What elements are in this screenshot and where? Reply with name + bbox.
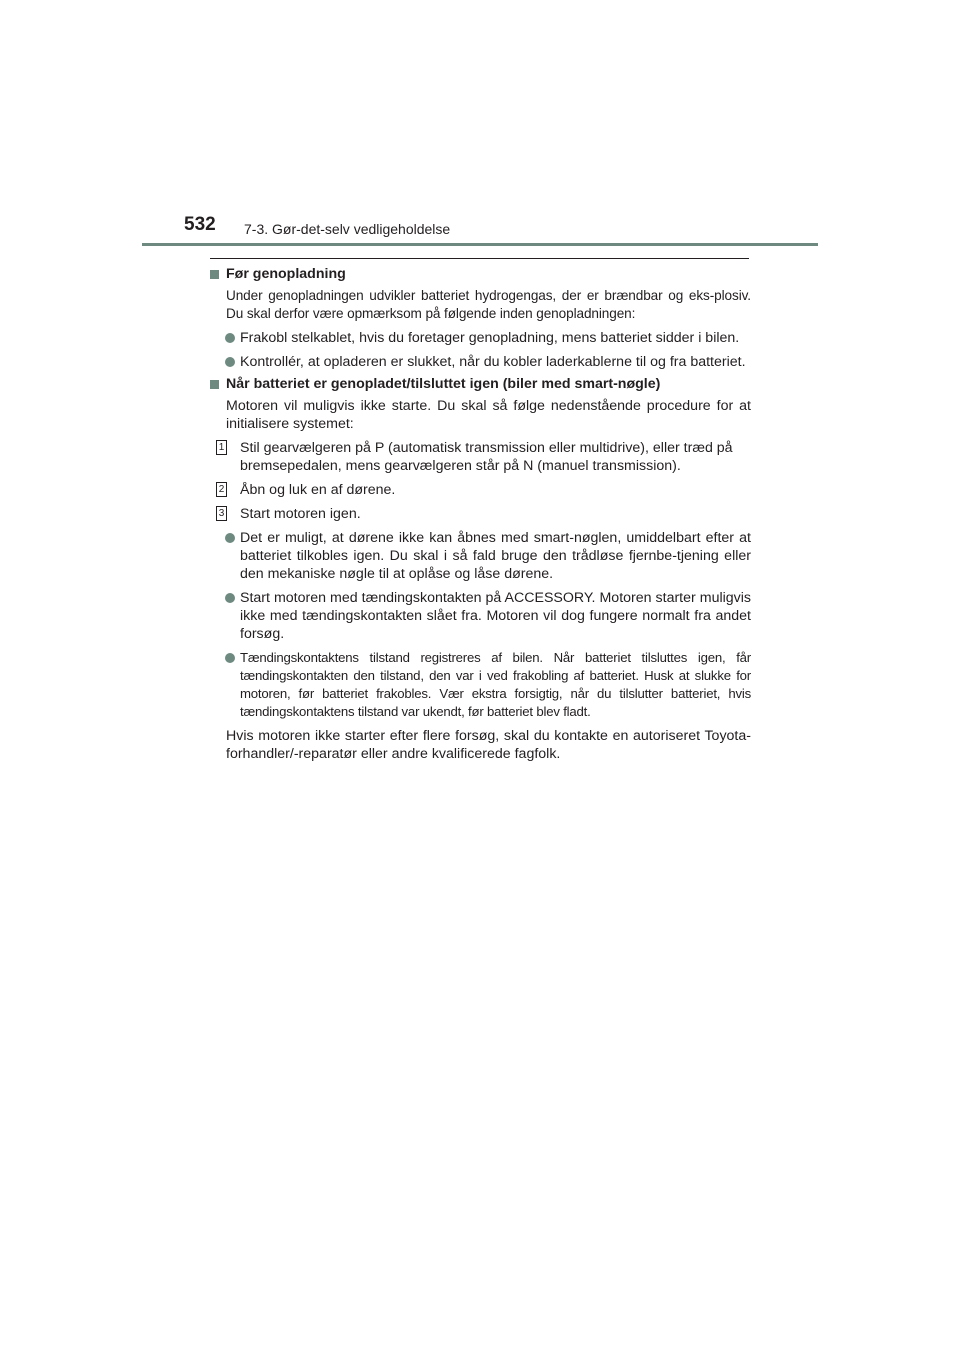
list-item	[210, 353, 751, 371]
list-item-text: Tændingskontaktens tilstand registreres af bilen. Når batteriet tilsluttes igen, får tændingskontakten den tilstand, den var i ved frakobling af batteriet. Husk at slukke for motoren, før batteriet frakobles. Vær ekstra forsigtig, når du tilslutter batteriet, hvis tændingskontaktens tilstand var ukendt, før batteriet blev fladt.	[240, 650, 751, 719]
section-title: 7-3. Gør-det-selv vedligeholdelse	[244, 221, 451, 237]
header-rule	[142, 243, 818, 246]
step-item	[210, 505, 751, 523]
list-item	[210, 649, 751, 721]
list-item-text: Frakobl stelkablet, hvis du foretager genopladning, mens batteriet sidder i bilen.	[240, 330, 740, 346]
section-heading	[210, 265, 751, 283]
step-item	[210, 481, 751, 499]
step-item	[210, 439, 751, 475]
list-item	[210, 529, 751, 583]
list-item-text: Kontrollér, at opladeren er slukket, når du kobler laderkablerne til og fra batteriet.	[240, 354, 746, 370]
page-number: 532	[184, 214, 216, 235]
section-heading-text: Før genopladning	[226, 266, 346, 282]
circle-bullet-icon	[225, 357, 235, 367]
section-heading-text: Når batteriet er genopladet/tilsluttet igen (biler med smart-nøgle)	[226, 376, 661, 392]
square-bullet-icon	[210, 270, 219, 279]
section-intro: Under genopladningen udvikler batteriet hydrogengas, der er brændbar og eks-plosiv. Du skal derfor være opmærksom på følgende inden genopladningen:	[226, 288, 751, 321]
closing-paragraph: Hvis motoren ikke starter efter flere forsøg, skal du kontakte en autoriseret Toyota-forhandler/-reparatør eller andre kvalificerede fagfolk.	[226, 728, 751, 762]
step-number-box: 1	[216, 440, 227, 455]
list-item	[210, 329, 751, 347]
step-number-box: 2	[216, 482, 227, 497]
list-item-text: Start motoren med tændingskontakten på ACCESSORY. Motoren starter muligvis ikke med tændingskontakten slået fra. Motoren vil dog fungere normalt fra andet forsøg.	[240, 590, 751, 642]
step-text: Stil gearvælgeren på P (automatisk transmission eller multidrive), eller træd på bremsepedalen, mens gearvælgeren står på N (manuel transmission).	[240, 440, 733, 474]
list-item-text: Det er muligt, at dørene ikke kan åbnes med smart-nøglen, umiddelbart efter at batteriet tilkobles igen. Du skal i så fald bruge den trådløse fjernbe-tjening eller den mekaniske nøgle til at oplåse og låse dørene.	[240, 530, 751, 582]
page-content	[210, 263, 751, 763]
circle-bullet-icon	[225, 533, 235, 543]
content-top-rule	[210, 258, 749, 259]
square-bullet-icon	[210, 380, 219, 389]
circle-bullet-icon	[225, 593, 235, 603]
circle-bullet-icon	[225, 653, 235, 663]
section-heading	[210, 375, 751, 393]
step-number-box: 3	[216, 506, 227, 521]
step-text: Åbn og luk en af dørene.	[240, 482, 396, 498]
step-text: Start motoren igen.	[240, 506, 361, 522]
circle-bullet-icon	[225, 333, 235, 343]
list-item	[210, 589, 751, 643]
section-intro: Motoren vil muligvis ikke starte. Du skal så følge nedenstående procedure for at initialisere systemet:	[226, 398, 751, 432]
